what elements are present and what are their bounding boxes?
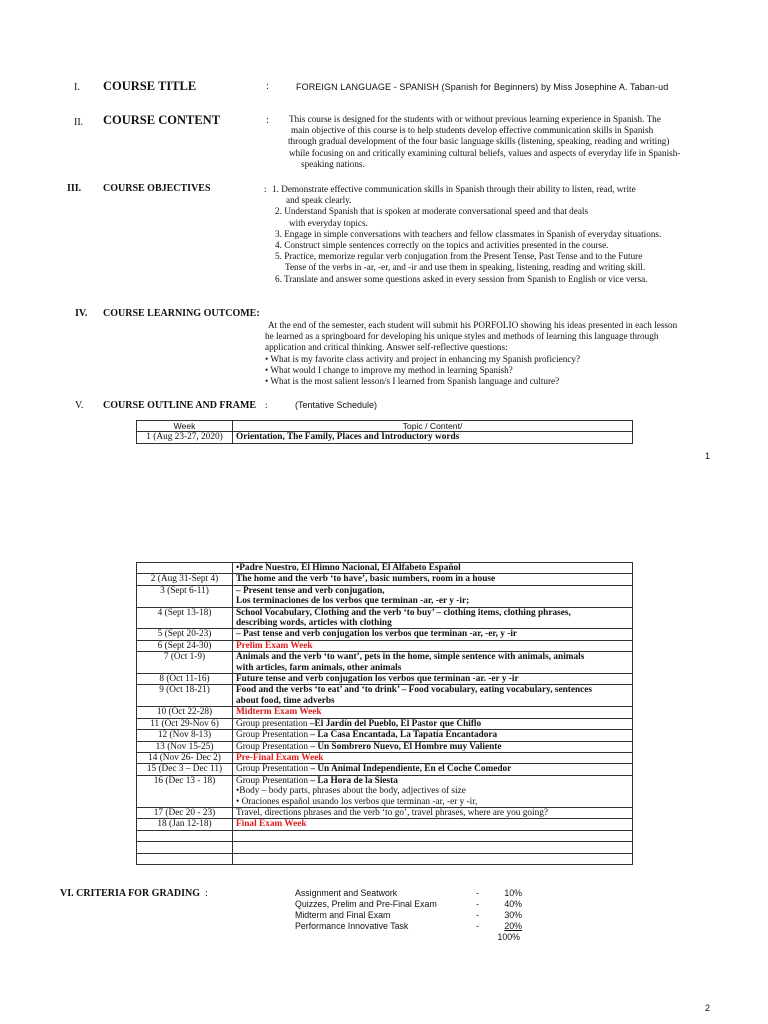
grading-item-percent: 20% — [504, 921, 522, 931]
outline-table-page1 — [136, 420, 633, 444]
table-row — [137, 853, 633, 864]
topic-text: Group presentation — [236, 718, 310, 729]
topic-cell — [233, 607, 633, 629]
week-cell: 3 (Sept 6-11) — [137, 585, 233, 607]
topic-line — [236, 608, 629, 618]
topic-text-bold: – Un Sombrero Nuevo, El Hombre muy Valiente — [310, 741, 502, 752]
table-row — [137, 629, 633, 640]
grading-item-percent: 10% — [504, 888, 522, 898]
course-outcome-text — [265, 320, 715, 387]
week-cell: 9 (Oct 18-21) — [137, 685, 233, 707]
topic-text-bold: Future tense and verb conjugation los verbos que terminan -ar. -er y -ir — [236, 674, 519, 685]
section-number-title: I. — [74, 82, 80, 93]
grading-heading: VI. CRITERIA FOR GRADING — [60, 888, 201, 899]
topic-cell — [233, 853, 633, 864]
topic-cell — [233, 574, 633, 585]
topic-line — [236, 574, 629, 584]
course-outline-colon: : — [265, 400, 268, 410]
objective-line: 6. Translate and answer some questions asked in every session from Spanish to English or vice versa. — [275, 273, 648, 284]
topic-line — [236, 707, 629, 717]
week-cell: 11 (Oct 29-Nov 6) — [137, 718, 233, 729]
grading-item-label: Assignment and Seatwork — [295, 888, 398, 898]
topic-line — [236, 742, 629, 752]
course-objectives-heading: COURSE OBJECTIVES — [103, 183, 211, 194]
reflective-question: • What is the most salient lesson/s I learned from Spanish language and culture? — [265, 376, 560, 387]
table-row — [137, 574, 633, 585]
course-content-text — [289, 114, 719, 170]
table-row — [137, 685, 633, 707]
tentative-schedule-note: (Tentative Schedule) — [295, 400, 378, 410]
topic-line — [236, 685, 629, 695]
topic-line — [236, 641, 629, 651]
topic-text-bold: Food and the verbs ‘to eat’ and ‘to drink’ – Food vocabulary, eating vocabulary, sentences — [236, 685, 593, 696]
week-cell: 12 (Nov 8-13) — [137, 730, 233, 741]
table-row — [137, 819, 633, 830]
topic-cell — [233, 741, 633, 752]
topic-line — [236, 618, 629, 628]
grading-item-percent: 30% — [504, 910, 522, 920]
week-cell — [137, 853, 233, 864]
topic-cell — [233, 830, 633, 841]
reflective-question: • What is my favorite class activity and project in enhancing my Spanish proficiency? — [265, 353, 581, 364]
outline-table-page2 — [136, 562, 633, 865]
course-objectives-list — [272, 184, 732, 285]
grading-item-label: Quizzes, Prelim and Pre-Final Exam — [295, 899, 437, 909]
objective-line: 4. Construct simple sentences correctly on the topics and activities presented in the course. — [275, 240, 609, 251]
objective-line: 2. Understand Spanish that is spoken at moderate conversational speed and that deals — [275, 206, 589, 217]
table-row — [137, 764, 633, 775]
topic-cell — [233, 707, 633, 718]
table-row — [137, 741, 633, 752]
topic-line — [236, 842, 629, 852]
course-content-colon: : — [266, 115, 269, 126]
topic-text: •Body – body parts, phrases about the body, adjectives of size — [236, 786, 466, 797]
content-line: This course is designed for the students with or without previous learning experience in Spanish. The — [289, 114, 661, 124]
topic-line — [236, 696, 629, 706]
topic-text-bold: – Un Animal Independiente, En el Coche Comedor — [310, 764, 512, 775]
grading-item-dash: - — [476, 910, 479, 920]
week-cell: 18 (Jan 12-18) — [137, 819, 233, 830]
content-line: while focusing on and critically examining cultural beliefs, values and aspects of everyday life in Spanish- — [289, 147, 681, 158]
objective-line: 5. Practice, memorize regular verb conjugation from the Present Tense, Past Tense and to the Future — [275, 251, 643, 262]
content-line: main objective of this course is to help students develop effective communication skills in Spanish — [291, 125, 654, 136]
exam-week-label: Midterm Exam Week — [236, 707, 322, 718]
section-number-outline: V. — [75, 400, 84, 411]
week-cell: 15 (Dec 3 – Dec 11) — [137, 764, 233, 775]
exam-week-label: Prelim Exam Week — [236, 640, 313, 651]
table-row — [137, 640, 633, 651]
topic-text-bold: – Past tense and verb conjugation los verbos que terminan -ar, -er, y -ir — [236, 629, 518, 640]
topic-cell — [233, 652, 633, 674]
topic-line — [236, 663, 629, 673]
table-row — [137, 842, 633, 853]
topic-text-bold: School Vocabulary, Clothing and the verb ‘to buy’ – clothing items, clothing phrases, — [236, 607, 571, 618]
topic-text: Travel, directions phrases and the verb ‘to go’, travel phrases, where are you going? — [236, 807, 549, 818]
week-cell: 10 (Oct 22-28) — [137, 707, 233, 718]
table-row — [137, 775, 633, 807]
topic-text-bold: –El Jardín del Pueblo, El Pastor que Chiflo — [309, 718, 482, 729]
topic-line — [236, 808, 629, 818]
topic-cell — [233, 775, 633, 807]
topic-line — [236, 786, 629, 796]
grading-item-label: Midterm and Final Exam — [295, 910, 391, 920]
week-cell: 1 (Aug 23-27, 2020) — [137, 432, 233, 443]
topic-column-header: Topic / Content/ — [233, 421, 633, 432]
grading-item-dash: - — [476, 921, 479, 931]
week-cell — [137, 842, 233, 853]
table-row — [137, 563, 633, 574]
topic-text-bold: – La Casa Encantada, La Tapatía Encantadora — [310, 730, 498, 741]
week-cell: 17 (Dec 20 - 23) — [137, 807, 233, 818]
topic-cell — [233, 718, 633, 729]
week-cell: 13 (Nov 15-25) — [137, 741, 233, 752]
grading-item-dash: - — [476, 888, 479, 898]
objective-line: Tense of the verbs in -ar, -er, and -ir and use them in speaking, listening, reading and writing skill. — [285, 262, 646, 273]
table-header-row — [137, 421, 633, 432]
week-column-header: Week — [137, 421, 233, 432]
topic-cell — [233, 685, 633, 707]
topic-text: Group Presentation — [236, 741, 311, 752]
topic-text: Group Presentation — [236, 730, 311, 741]
topic-line — [236, 719, 629, 729]
reflective-question: • What would I change to improve my method in learning Spanish? — [265, 364, 513, 375]
table-row — [137, 830, 633, 841]
table-row — [137, 707, 633, 718]
topic-line — [236, 819, 629, 829]
objective-line: and speak clearly. — [286, 195, 352, 206]
week-cell: 8 (Oct 11-16) — [137, 674, 233, 685]
topic-line — [236, 753, 629, 763]
topic-line — [236, 831, 629, 841]
content-line: speaking nations. — [301, 158, 365, 169]
course-objectives-colon: : — [264, 184, 267, 194]
topic-cell — [233, 640, 633, 651]
course-outline-heading: COURSE OUTLINE AND FRAME — [103, 400, 257, 411]
topic-cell: Orientation, The Family, Places and Introductory words — [233, 432, 633, 443]
table-row — [137, 730, 633, 741]
topic-text-bold: The home and the verb ‘to have’, basic numbers, room in a house — [236, 574, 496, 585]
page-number-2: 2 — [705, 1003, 711, 1013]
topic-text: Group Presentation — [236, 764, 311, 775]
topic-text-bold: with articles, farm animals, other animals — [236, 662, 402, 673]
grading-total: 100% — [497, 932, 520, 942]
topic-text-bold: – Present tense and verb conjugation, — [236, 585, 385, 596]
outcome-line: application and critical thinking. Answer self-reflective questions: — [265, 342, 508, 353]
table-row — [137, 807, 633, 818]
week-cell: 2 (Aug 31-Sept 4) — [137, 574, 233, 585]
content-line: through gradual development of the four basic language skills (listening, speaking, reading and writing) — [288, 136, 670, 147]
topic-text-bold: Los terminaciones de los verbos que terminan -ar, -er y -ir; — [236, 596, 470, 607]
topic-line — [236, 797, 629, 807]
table-row — [137, 432, 633, 443]
week-cell: 14 (Nov 26- Dec 2) — [137, 752, 233, 763]
course-outcome-heading: COURSE LEARNING OUTCOME: — [103, 308, 260, 319]
topic-text-bold: about food, time adverbs — [236, 695, 335, 706]
topic-cell — [233, 563, 633, 574]
week-cell: 6 (Sept 24-30) — [137, 640, 233, 651]
course-content-heading: COURSE CONTENT — [103, 113, 221, 127]
topic-line — [236, 652, 629, 662]
topic-cell — [233, 764, 633, 775]
course-title-colon: : — [266, 81, 269, 92]
page-number-1: 1 — [705, 451, 711, 461]
topic-text-bold: Animals and the verb ‘to want’, pets in the home, simple sentence with animals, animals — [236, 652, 585, 663]
objective-line: with everyday topics. — [289, 217, 368, 228]
section-number-outcome: IV. — [75, 308, 88, 319]
topic-cell — [233, 585, 633, 607]
objective-line: 3. Engage in simple conversations with teachers and fellow classmates in Spanish of everyday situations. — [275, 228, 662, 239]
table-row — [137, 652, 633, 674]
table-row — [137, 718, 633, 729]
topic-line — [236, 730, 629, 740]
topic-cell — [233, 730, 633, 741]
topic-line — [236, 596, 629, 606]
section-number-objectives: III. — [67, 183, 82, 194]
topic-text: Group Presentation — [236, 775, 311, 786]
topic-cell — [233, 819, 633, 830]
table-row — [137, 585, 633, 607]
topic-line — [236, 764, 629, 774]
topic-text-bold: •Padre Nuestro, El Himno Nacional, El Alfabeto Español — [236, 563, 461, 573]
week-cell: 16 (Dec 13 - 18) — [137, 775, 233, 807]
grading-item-dash: - — [476, 899, 479, 909]
topic-line — [236, 586, 629, 596]
topic-text: • Oraciones español usando los verbos que terminan -ar, -er y -ir, — [236, 796, 478, 807]
topic-cell — [233, 807, 633, 818]
topic-line — [236, 629, 629, 639]
table-row — [137, 674, 633, 685]
week-cell: 4 (Sept 13-18) — [137, 607, 233, 629]
section-number-content: II. — [74, 117, 84, 128]
outcome-line: he learned as a springboard for developing his unique styles and methods of learning this language through — [265, 331, 659, 342]
grading-colon: : — [205, 888, 208, 899]
course-title-text: FOREIGN LANGUAGE - SPANISH (Spanish for Beginners) by Miss Josephine A. Taban-ud — [296, 82, 669, 92]
topic-cell — [233, 842, 633, 853]
table-row — [137, 752, 633, 763]
week-cell — [137, 563, 233, 574]
topic-cell — [233, 629, 633, 640]
exam-week-label: Final Exam Week — [236, 819, 307, 830]
exam-week-label: Pre-Final Exam Week — [236, 752, 324, 763]
week-cell: 5 (Sept 20-23) — [137, 629, 233, 640]
topic-cell — [233, 674, 633, 685]
topic-text-bold: – La Hora de la Siesta — [310, 775, 398, 786]
topic-text-bold: describing words, articles with clothing — [236, 618, 392, 629]
topic-line — [236, 776, 629, 786]
topic-line — [236, 674, 629, 684]
week-cell — [137, 830, 233, 841]
objective-line: 1. Demonstrate effective communication skills in Spanish through their ability to listen, read, write — [272, 184, 636, 194]
topic-line — [236, 563, 629, 573]
outcome-line: At the end of the semester, each student will submit his PORFOLIO showing his ideas presented in each lesson — [268, 320, 678, 330]
topic-cell — [233, 752, 633, 763]
table-row — [137, 607, 633, 629]
topic-line — [236, 854, 629, 864]
week-cell: 7 (Oct 1-9) — [137, 652, 233, 674]
course-title-heading: COURSE TITLE — [103, 79, 197, 93]
grading-item-label: Performance Innovative Task — [295, 921, 409, 931]
grading-item-percent: 40% — [504, 899, 522, 909]
